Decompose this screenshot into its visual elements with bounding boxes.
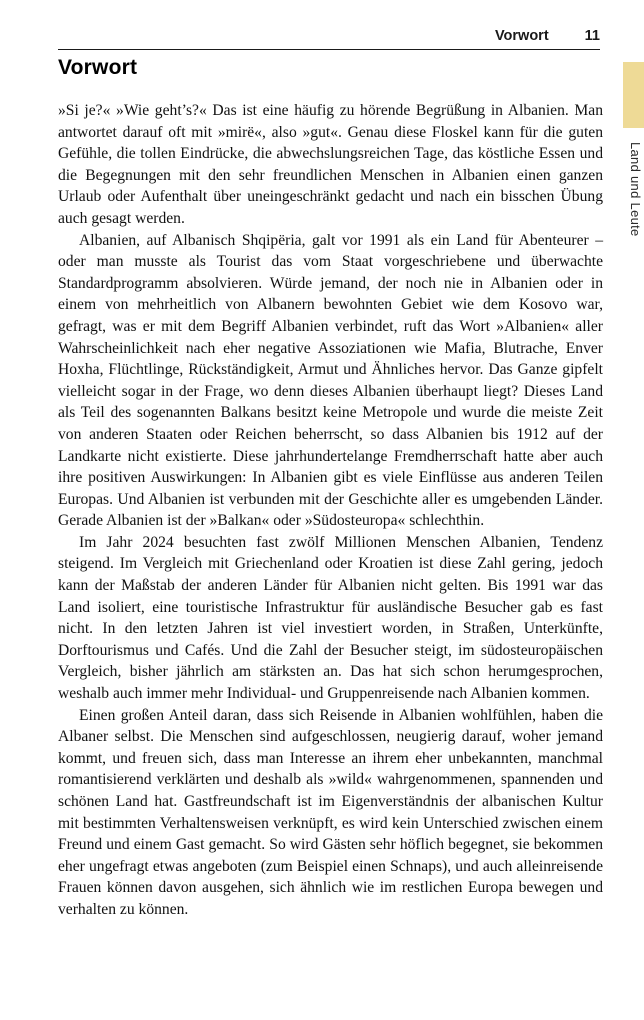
paragraph: »Si je?« »Wie geht’s?« Das ist eine häufig zu hörende Begrüßung in Albanien. Man antwortet darauf oft mit »mirë«, also »gut«. Genau diese Floskel kann für die guten Gefühle, die tollen Eindrücke, die abwechslungsreichen Tage, das köstliche Essen und die Begegnungen mit den sehr freundlichen Menschen in Albanien einen ganzen Urlaub oder Aufenthalt über uneingeschränkt gedacht und nach ein bisschen Übung auch gesagt werden. — [58, 102, 603, 227]
page-title: Vorwort — [58, 56, 138, 79]
chapter-thumb-tab — [623, 62, 644, 128]
paragraph: Im Jahr 2024 besuchten fast zwölf Millionen Menschen Albanien, Tendenz steigend. Im Vergleich mit Griechenland oder Kroatien ist diese Zahl gering, jedoch kann der Maßstab der anderen Länder für Albanien nicht gelten. Bis 1991 war das Land isoliert, eine touristische Infrastruktur für ausländische Besucher gab es fast nicht. In den letzten Jahren ist viel investiert worden, in Straßen, Unterkünfte, Dorftourismus und Cafés. Und die Zahl der Besucher steigt, im südosteuropäischen Vergleich, bisher jährlich am stärksten an. Das hat sich schon herumgesprochen, weshalb auch immer mehr Individual- und Gruppenreisende nach Albanien kommen. — [58, 533, 603, 703]
paragraph: Albanien, auf Albanisch Shqipëria, galt vor 1991 als ein Land für Abenteurer – oder man musste als Tourist das vom Staat vorgeschriebene und überwachte Standardprogramm absolvieren. Würde jemand, der noch nie in Albanien oder in einem von mehrheitlich von Albanern bewohnten Gebiet wie dem Kosovo war, gefragt, was er mit dem Begriff Albanien verbindet, ruft das Wort »Albanien« aller Wahrscheinlichkeit nach eher negative Assoziationen wie Mafia, Blutrache, Enver Hoxha, Flüchtlinge, Rückständigkeit, Armut und Ähnliches hervor. Das Ganze gipfelt vielleicht sogar in der Frage, wo denn dieses Albanien überhaupt liegt? Dieses Land als Teil des sogenannten Balkans besitzt keine Metropole und wurde die meiste Zeit von anderen Staaten oder Reichen beherrscht, so dass Albanien bis 1912 auf der Landkarte nicht existierte. Diese jahrhundertelange Fremdherrschaft hatte aber auch ihre positiven Auswirkungen: In Albanien gibt es viele Einflüsse aus anderen Teilen Europas. Und Albanien ist verbunden mit der Geschichte aller es umgebenden Länder. Gerade Albanien ist der »Balkan« oder »Südosteuropa« schlechthin. — [58, 231, 603, 530]
header-page-number: 11 — [584, 28, 600, 44]
header-section-label: Vorwort — [494, 28, 549, 44]
page-header — [58, 28, 600, 50]
page-content — [58, 56, 603, 921]
chapter-tab-label: Land und Leute — [628, 142, 643, 237]
paragraph: Einen großen Anteil daran, dass sich Reisende in Albanien wohlfühlen, haben die Albaner selbst. Die Menschen sind aufgeschlossen, neugierig darauf, woher jemand kommt, und freuen sich, dass man Interesse an ihrem eher unbekannten, manchmal romantisierend verklärten und deshalb als »wild« wahrgenommenen, spannenden und schönen Land hat. Gastfreundschaft ist im Eigenverständnis der albanischen Kultur mit bestimmten Verhaltensweisen verknüpft, es wird kein Unterschied zwischen einem Freund und einem Gast gemacht. So wird Gästen sehr höflich begegnet, sie bekommen eher ungefragt etwas angeboten (zum Beispiel einen Schnaps), und auch alleinreisende Frauen können davon ausgehen, sich ähnlich wie im restlichen Europa bewegen und verhalten zu können. — [58, 706, 603, 918]
